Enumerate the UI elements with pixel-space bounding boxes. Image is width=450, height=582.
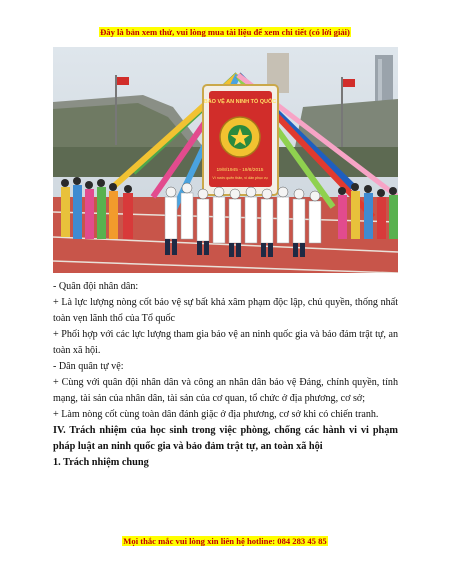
banner-slogan: Vì nước quên thân, vì dân phục vụ	[212, 176, 268, 180]
paragraph-militia: - Dân quân tự vệ:	[53, 361, 124, 372]
parade-photo	[53, 47, 398, 273]
paragraph-army-role-1: + Là lực lượng nòng cốt bảo vệ sự bất khả xâm phạm độc lập, chủ quyền, thống nhất toàn vẹn lãnh thổ của Tổ quốc	[53, 297, 398, 324]
paragraph-militia-role-1: + Cùng với quân đội nhân dân và công an nhân dân bảo vệ Đảng, chính quyền, tính mạng, tài sản của nhân dân, tài sản của cơ quan, tổ chức ở địa phương, cơ sở;	[53, 377, 398, 404]
preview-notice-banner	[0, 27, 450, 37]
preview-notice-text: Đây là bản xem thử, vui lòng mua tài liệu để xem chi tiết (có lời giải)	[100, 27, 350, 37]
subheading: 1. Trách nhiệm chung	[53, 457, 149, 468]
paragraph-army-role-2: + Phối hợp với các lực lượng tham gia bảo vệ an ninh quốc gia và bảo đảm trật tự, an toàn xã hội.	[53, 329, 398, 356]
document-body	[53, 279, 398, 471]
parade-illustration	[53, 47, 398, 273]
hotline-banner	[0, 536, 450, 546]
paragraph-militia-role-2: + Làm nòng cốt cùng toàn dân đánh giặc ở địa phương, cơ sở khi có chiến tranh.	[53, 409, 379, 420]
hotline-text: Mọi thắc mắc vui lòng xin liên hệ hotline: 084 283 45 85	[123, 536, 327, 546]
paragraph-people-army: - Quân đội nhân dân:	[53, 281, 139, 292]
banner-title: BẢO VỆ AN NINH TỔ QUỐC	[203, 99, 277, 105]
section-heading: IV. Trách nhiệm của học sinh trong việc phòng, chống các hành vi vi phạm pháp luật an ninh quốc gia và bảo đảm trật tự, an toàn xã hội	[53, 425, 398, 452]
banner-years: 19/8/1945 - 19/8/2015	[216, 168, 264, 173]
